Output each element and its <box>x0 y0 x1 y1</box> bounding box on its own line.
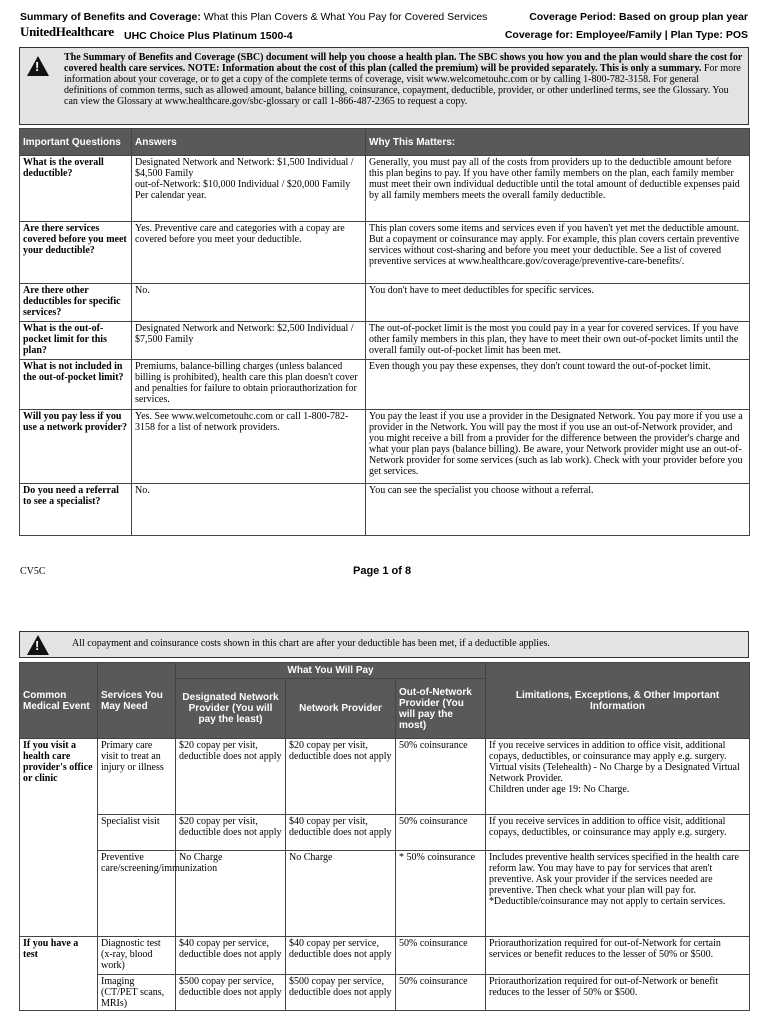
oon-cost-cell: 50% coinsurance <box>396 739 486 815</box>
page-number: Page 1 of 8 <box>353 565 412 577</box>
table-row <box>20 322 750 360</box>
what-you-pay-table <box>19 662 750 1011</box>
question-cell: Do you need a referral to see a specialist? <box>20 484 132 536</box>
col-header-answers: Answers <box>132 129 366 156</box>
sbc-notice-box <box>19 47 749 125</box>
oon-cost-cell: 50% coinsurance <box>396 975 486 1011</box>
table-row <box>20 410 750 484</box>
question-cell: Are there other deductibles for specific services? <box>20 284 132 322</box>
answer-cell: Premiums, balance-billing charges (unless balanced billing is prohibited), health care this plan doesn't cover and penalties for failure to obtain priorauthorization for services. <box>132 360 366 410</box>
designated-cost-cell: $40 copay per service, deductible does not apply <box>176 937 286 975</box>
coverage-period: Coverage Period: Based on group plan year <box>529 11 748 23</box>
question-cell: What is not included in the out-of-pocket limit? <box>20 360 132 410</box>
col-header-questions: Important Questions <box>20 129 132 156</box>
service-cell: Specialist visit <box>98 815 176 851</box>
table-row <box>20 360 750 410</box>
designated-cost-cell: $500 copay per service, deductible does not apply <box>176 975 286 1011</box>
designated-cost-cell: $20 copay per visit, deductible does not apply <box>176 815 286 851</box>
col-header-services: Services You May Need <box>98 663 176 739</box>
network-cost-cell: $500 copay per service, deductible does not apply <box>286 975 396 1011</box>
table-row <box>20 739 750 815</box>
answer-cell: Yes. See www.welcometouhc.com or call 1-800-782-3158 for a list of network providers. <box>132 410 366 484</box>
table-row <box>20 851 750 937</box>
table-row <box>20 284 750 322</box>
designated-cost-cell: $20 copay per visit, deductible does not apply <box>176 739 286 815</box>
why-cell: Generally, you must pay all of the costs from providers up to the deductible amount before this plan begins to pay. If you have other family members on the plan, each family member must meet their own individual deductible until the total amount of deductible expenses paid by all family members meets the overall family deductible. <box>366 156 750 222</box>
network-cost-cell: $20 copay per visit, deductible does not apply <box>286 739 396 815</box>
col-header-network: Network Provider <box>286 679 396 739</box>
limitations-cell: Priorauthorization required for out-of-Network or benefit reduces to the lesser of 50% or $500. <box>486 975 750 1011</box>
col-header-out-of-network: Out-of-Network Provider (You will pay the most) <box>396 679 486 739</box>
unitedhealthcare-logo: UnitedHealthcare <box>20 24 114 39</box>
limitations-cell: Includes preventive health services specified in the health care reform law. You may have to pay for services that aren't preventive. Ask your provider if the services needed are preventive. Then check what your plan will pay for. *Deductible/coinsurance may not apply to certain services. <box>486 851 750 937</box>
answer-cell: Yes. Preventive care and categories with a copay are covered before you meet your deductible. <box>132 222 366 284</box>
service-cell: Preventive care/screening/immunization <box>98 851 176 937</box>
document-title: Summary of Benefits and Coverage: What this Plan Covers & What You Pay for Covered Services <box>20 11 488 23</box>
designated-cost-cell: No Charge <box>176 851 286 937</box>
important-questions-table <box>19 128 750 536</box>
table-row <box>20 937 750 975</box>
question-cell: What is the out-of-pocket limit for this plan? <box>20 322 132 360</box>
question-cell: Will you pay less if you use a network provider? <box>20 410 132 484</box>
question-cell: What is the overall deductible? <box>20 156 132 222</box>
table-row <box>20 156 750 222</box>
form-code: CV5C <box>20 566 46 577</box>
plan-name: UHC Choice Plus Platinum 1500-4 <box>124 30 293 42</box>
col-header-designated: Designated Network Provider (You will pay the least) <box>176 679 286 739</box>
limitations-cell: Priorauthorization required for out-of-Network for certain services or benefit reduces to the lesser of 50% or $500. <box>486 937 750 975</box>
answer-cell: No. <box>132 484 366 536</box>
service-cell: Primary care visit to treat an injury or illness <box>98 739 176 815</box>
copay-notice-box <box>19 631 749 658</box>
coverage-for: Coverage for: Employee/Family | Plan Type: POS <box>504 29 748 41</box>
service-cell: Diagnostic test (x-ray, blood work) <box>98 937 176 975</box>
why-cell: You pay the least if you use a provider in the Designated Network. You pay more if you use a provider in the Network. You will pay the most if you use an out-of-Network provider, and you might receive a bill from a provider for the difference between the provider's charge and what your plan pays (balance billing). Be aware, your Network provider might use an out-of-Network provider for some services (such as lab work). Check with your provider before you get services. <box>366 410 750 484</box>
table-row <box>20 975 750 1011</box>
sbc-notice-text: The Summary of Benefits and Coverage (SBC) document will help you choose a health plan. The SBC shows you how you and the plan would share the cost for covered health care services. NOTE: Information about the cost of this plan (called the premium) will be provided separately. This is only a summary. For more information about your coverage, or to get a copy of the complete terms of coverage, visit www.welcometouhc.com or by calling 1-800-782-3158. For general definitions of common terms, such as allowed amount, balance billing, coinsurance, copayment, deductible, provider, or other underlined terms, see the Glossary. You can view the Glossary at www.healthcare.gov/sbc-glossary or call 1-866-487-2365 to request a copy. <box>64 52 743 107</box>
network-cost-cell: $40 copay per visit, deductible does not apply <box>286 815 396 851</box>
answer-cell: Designated Network and Network: $1,500 Individual / $4,500 Family out-of-Network: $10,000 Individual / $20,000 Family Per calendar year. <box>132 156 366 222</box>
oon-cost-cell: * 50% coinsurance <box>396 851 486 937</box>
col-header-limitations: Limitations, Exceptions, & Other Important Information <box>486 663 750 739</box>
warning-icon <box>27 635 49 655</box>
col-header-why: Why This Matters: <box>366 129 750 156</box>
why-cell: Even though you pay these expenses, they don't count toward the out-of-pocket limit. <box>366 360 750 410</box>
warning-icon <box>27 56 49 76</box>
table-row <box>20 815 750 851</box>
col-header-event: Common Medical Event <box>20 663 98 739</box>
table-row <box>20 222 750 284</box>
table-row <box>20 484 750 536</box>
why-cell: This plan covers some items and services even if you haven't yet met the deductible amount. But a copayment or coinsurance may apply. For example, this plan covers certain preventive services without cost-sharing and before you meet your deductible. See a list of covered preventive services at www.healthcare.gov/coverage/preventive-care-benefits/. <box>366 222 750 284</box>
why-cell: You don't have to meet deductibles for specific services. <box>366 284 750 322</box>
limitations-cell: If you receive services in addition to office visit, additional copays, deductibles, or coinsurance may apply e.g. surgery. <box>486 815 750 851</box>
why-cell: The out-of-pocket limit is the most you could pay in a year for covered services. If you have other family members in this plan, they have to meet their own out-of-pocket limits until the overall family out-of-pocket limit has been met. <box>366 322 750 360</box>
answer-cell: No. <box>132 284 366 322</box>
question-cell: Are there services covered before you meet your deductible? <box>20 222 132 284</box>
service-cell: Imaging (CT/PET scans, MRIs) <box>98 975 176 1011</box>
answer-cell: Designated Network and Network: $2,500 Individual / $7,500 Family <box>132 322 366 360</box>
event-cell: If you have a test <box>20 937 98 1011</box>
oon-cost-cell: 50% coinsurance <box>396 815 486 851</box>
oon-cost-cell: 50% coinsurance <box>396 937 486 975</box>
why-cell: You can see the specialist you choose without a referral. <box>366 484 750 536</box>
limitations-cell: If you receive services in addition to office visit, additional copays, deductibles, or coinsurance may apply e.g. surgery. Virtual visits (Telehealth) - No Charge by a Designated Virtual Network Provider. Children under age 19: No Charge. <box>486 739 750 815</box>
copay-notice-text: All copayment and coinsurance costs shown in this chart are after your deductible has been met, if a deductible applies. <box>72 638 550 649</box>
col-header-what-you-pay: What You Will Pay <box>176 663 486 679</box>
network-cost-cell: $40 copay per service, deductible does not apply <box>286 937 396 975</box>
event-cell: If you visit a health care provider's office or clinic <box>20 739 98 937</box>
network-cost-cell: No Charge <box>286 851 396 937</box>
